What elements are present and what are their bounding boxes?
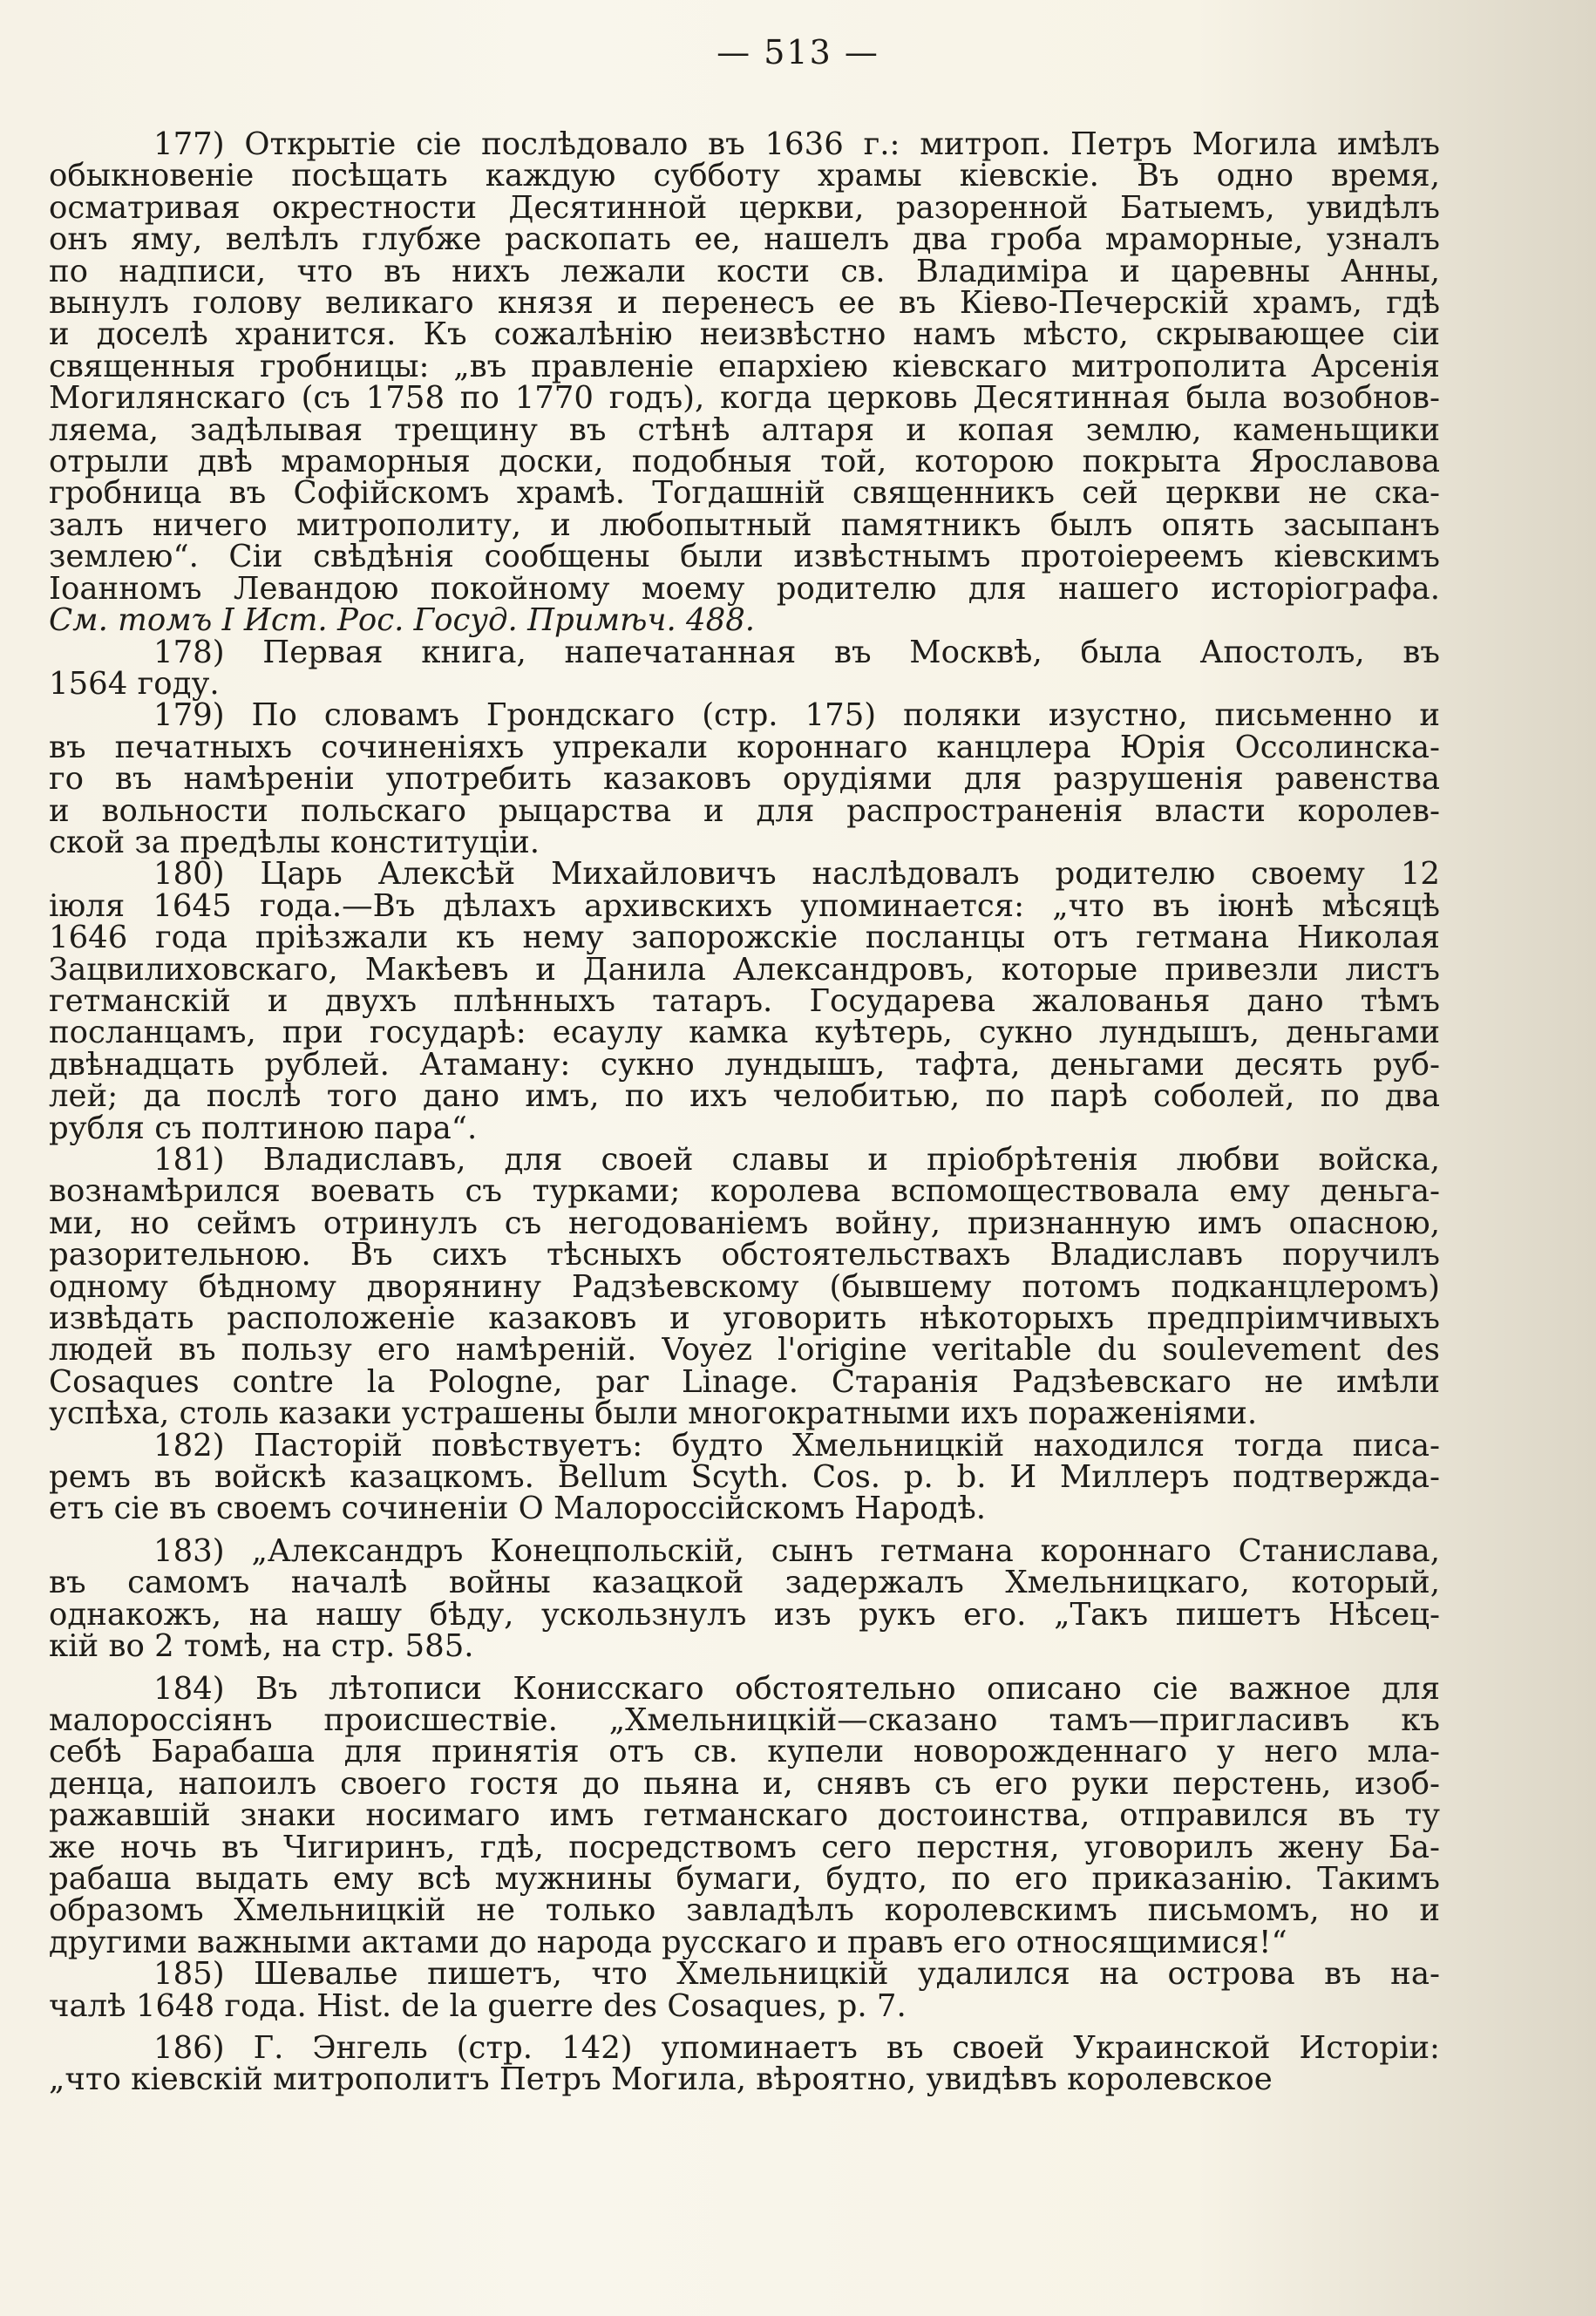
note-line: однакожъ, на нашу бѣду, ускользнулъ изъ рукъ его. „Такъ пишетъ Нѣсец- xyxy=(49,1596,1440,1633)
note-line: рабаша выдать ему всѣ мужнины бумаги, будто, по его приказанію. Такимъ xyxy=(49,1860,1440,1897)
note-line: етъ сіе въ своемъ сочиненіи О Малороссійскомъ Народѣ. xyxy=(49,1491,987,1527)
note-line: 181) Владиславъ, для своей славы и пріобрѣтенія любви войска, xyxy=(153,1142,1440,1178)
note-line: по надписи, что въ нихъ лежали кости св. Владиміра и царевны Анны, xyxy=(49,253,1440,289)
note-line: залъ ничего митрополиту, и любопытный памятникъ былъ опять засыпанъ xyxy=(49,506,1440,543)
notes-body xyxy=(49,126,1440,2098)
note-line: и доселѣ хранится. Къ сожалѣнію неизвѣстно намъ мѣсто, скрывающее сіи xyxy=(49,316,1440,353)
note-line: осматривая окрестности Десятинной церкви, разоренной Батыемъ, увидѣлъ xyxy=(49,189,1440,226)
note-181 xyxy=(49,1144,1440,1430)
note-line: 184) Въ лѣтописи Конисскаго обстоятельно описано сіе важное для xyxy=(153,1670,1440,1707)
note-line: 182) Пасторій повѣствуетъ: будто Хмельницкій находился тогда писа- xyxy=(153,1427,1440,1464)
note-line: успѣха, столь казаки устрашены были многократными ихъ пораженіями. xyxy=(49,1396,1258,1432)
note-line: чалѣ 1648 года. Hist. de la guerre des Cosaques, p. 7. xyxy=(49,1987,907,2024)
note-line: кій во 2 томѣ, на стр. 585. xyxy=(49,1628,474,1665)
note-line: другими важными актами до народа русскаго и правъ его относящимися!“ xyxy=(49,1924,1287,1960)
note-line: отрыли двѣ мраморныя доски, подобныя той, которою покрыта Ярославова xyxy=(49,444,1440,480)
note-line: 180) Царь Алексѣй Михайловичъ наслѣдовалъ родителю своему 12 xyxy=(153,856,1440,893)
note-line: священныя гробницы: „въ правленіе епархіею кіевскаго митрополита Арсенія xyxy=(49,348,1440,384)
note-185 xyxy=(49,1956,1440,2024)
note-line: „что кіевскій митрополитъ Петръ Могила, вѣроятно, увидѣвъ королевское xyxy=(49,2061,1273,2098)
note-line: извѣдать расположеніе казаковъ и уговорить нѣкоторыхъ предпріимчивыхъ xyxy=(49,1301,1440,1337)
note-line: лей; да послѣ того дано имъ, по ихъ челобитью, по парѣ соболей, по два xyxy=(49,1078,1440,1115)
note-line: ской за предѣлы конституціи. xyxy=(49,824,540,860)
note-177 xyxy=(49,126,1440,639)
note-line: людей въ пользу его намѣреній. Voyez l'origine veritable du soulevement des xyxy=(49,1332,1440,1369)
note-line: посланцамъ, при государѣ: есаулу камка куѣтерь, сукно лундышъ, деньгами xyxy=(49,1015,1440,1051)
note-line: образомъ Хмельницкій не только завладѣлъ королевскимъ письмомъ, но и xyxy=(49,1892,1440,1929)
note-line: гробница въ Софійскомъ храмѣ. Тогдашній священникъ сей церкви не ска- xyxy=(49,475,1440,512)
note-line: го въ намѣреніи употребить казаковъ орудіями для разрушенія равенства xyxy=(49,761,1440,798)
note-line: Зацвилиховскаго, Макѣевъ и Данила Александровъ, которые привезли листъ xyxy=(49,951,1440,988)
note-line: 186) Г. Энгель (стр. 142) упоминаетъ въ своей Украинской Исторіи: xyxy=(153,2029,1440,2066)
note-line: землею“. Сіи свѣдѣнія сообщены были извѣстнымъ протоіереемъ кіевскимъ xyxy=(49,539,1440,575)
note-line: 178) Первая книга, напечатанная въ Москвѣ, была Апостолъ, въ xyxy=(153,634,1440,670)
note-line: въ печатныхъ сочиненіяхъ упрекали короннаго канцлера Юрія Оссолинска- xyxy=(49,729,1440,765)
note-line: себѣ Барабаша для принятія отъ св. купели новорожденнаго у него мла- xyxy=(49,1734,1440,1770)
note-line: двѣнадцать рублей. Атаману: сукно лундышъ, тафта, деньгами десять руб- xyxy=(49,1046,1440,1083)
note-line: 185) Шевалье пишетъ, что Хмельницкій удалился на острова въ на- xyxy=(153,1956,1440,1993)
note-line: малороссіянъ происшествіе. „Хмельницкій—сказано тамъ—пригласивъ къ xyxy=(49,1701,1440,1738)
note-182 xyxy=(49,1427,1440,1527)
note-line: 1564 году. xyxy=(49,665,220,702)
note-line: разорительною. Въ сихъ тѣсныхъ обстоятельствахъ Владиславъ поручилъ xyxy=(49,1237,1440,1273)
note-180 xyxy=(49,856,1440,1146)
note-186 xyxy=(49,2029,1440,2098)
note-line: Іоанномъ Левандою покойному моему родителю для нашего исторіографа. xyxy=(49,570,1440,607)
note-line: Могилянскаго (съ 1758 по 1770 годъ), когда церковь Десятинная была возобнов- xyxy=(49,380,1440,417)
note-179 xyxy=(49,697,1440,860)
note-line: онъ яму, велѣлъ глубже раскопать ее, нашелъ два гроба мраморные, узналъ xyxy=(49,221,1440,258)
note-line: денца, напоилъ своего гостя до пьяна и, снявъ съ его руки перстень, изоб- xyxy=(49,1765,1440,1802)
page-number: — 513 — xyxy=(717,33,879,71)
note-line: вынулъ голову великаго князя и перенесъ ее въ Кіево-Печерскій храмъ, гдѣ xyxy=(49,285,1440,322)
note-line: ремъ въ войскѣ казацкомъ. Bellum Scyth. Cos. p. b. И Миллеръ подтвержда- xyxy=(49,1459,1440,1496)
note-line: Cosaques contre la Pologne, par Linage. Старанія Радзѣевскаго не имѣли xyxy=(49,1363,1440,1400)
note-line: 183) „Александръ Конецпольскій, сынъ гетмана короннаго Станислава, xyxy=(153,1532,1440,1569)
note-line: См. томъ I Ист. Рос. Госуд. Примѣч. 488. xyxy=(49,602,756,639)
note-line: обыкновеніе посѣщать каждую субботу храмы кіевскіе. Въ одно время, xyxy=(49,158,1440,194)
note-line: ми, но сеймъ отринулъ съ негодованіемъ войну, признанную имъ опасною, xyxy=(49,1205,1440,1241)
note-178 xyxy=(49,634,1440,702)
note-183 xyxy=(49,1532,1440,1665)
note-line: одному бѣдному дворянину Радзѣевскому (бывшему потомъ подканцлеромъ) xyxy=(49,1268,1440,1305)
note-line: 177) Открытіе сіе послѣдовало въ 1636 г.: митроп. Петръ Могила имѣлъ xyxy=(153,126,1440,162)
note-line: ражавшій знаки носимаго имъ гетманскаго достоинства, отправился въ ту xyxy=(49,1797,1440,1834)
note-line: іюля 1645 года.—Въ дѣлахъ архивскихъ упоминается: „что въ іюнѣ мѣсяцѣ xyxy=(49,887,1440,924)
note-line: гетманскій и двухъ плѣнныхъ татаръ. Государева жалованья дано тѣмъ xyxy=(49,982,1440,1019)
note-line: же ночь въ Чигиринъ, гдѣ, посредствомъ сего перстня, уговорилъ жену Ба- xyxy=(49,1829,1440,1865)
note-line: 1646 года пріѣзжали къ нему запорожскіе посланцы отъ гетмана Николая xyxy=(49,920,1440,956)
note-line: вознамѣрился воевать съ турками; королева вспомоществовала ему деньга- xyxy=(49,1173,1440,1210)
note-line: 179) По словамъ Грондскаго (стр. 175) поляки изустно, письменно и xyxy=(153,697,1440,734)
note-line: рубля съ полтиною пара“. xyxy=(49,1110,478,1146)
note-184 xyxy=(49,1670,1440,1960)
note-line: ляема, задѣлывая трещину въ стѣнѣ алтаря и копая землю, каменьщики xyxy=(49,411,1440,448)
note-line: въ самомъ началѣ войны казацкой задержалъ Хмельницкаго, который, xyxy=(49,1565,1440,1601)
note-line: и вольности польскаго рыцарства и для распространенія власти королев- xyxy=(49,792,1440,829)
